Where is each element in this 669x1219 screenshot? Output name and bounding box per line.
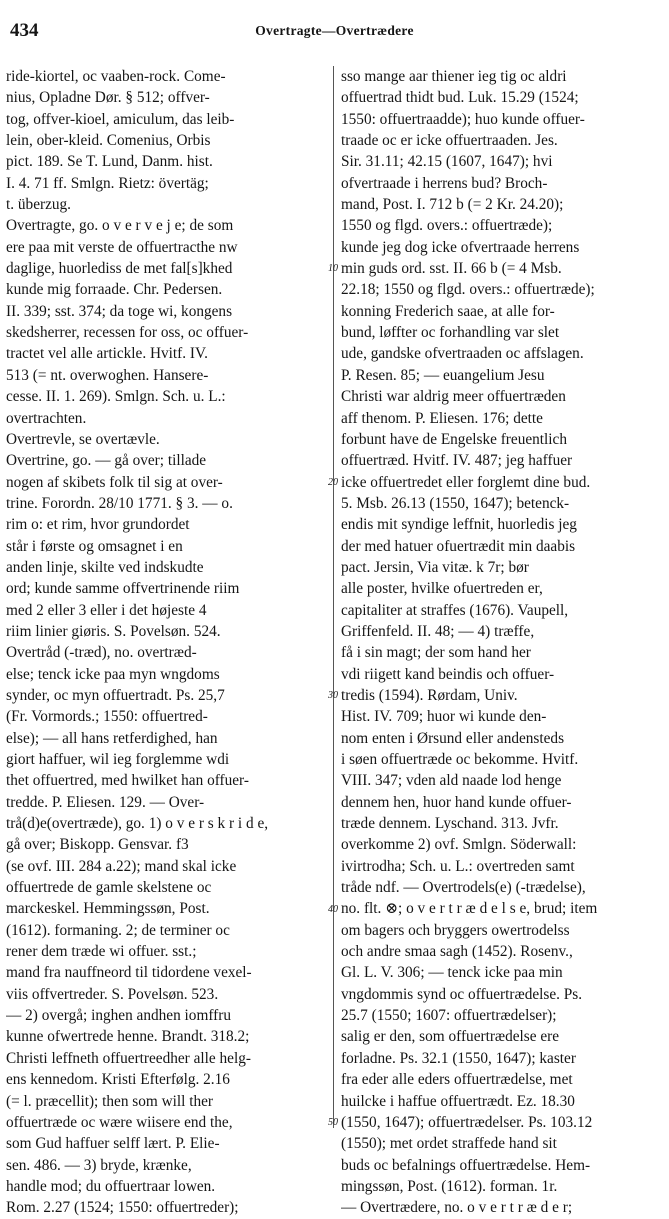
text-line: forladne. Ps. 32.1 (1550, 1647); kaster [341,1049,576,1067]
text-line: der med hatuer ofuertrædit min daabis [341,537,576,555]
line-number: 30 [328,690,338,702]
text-line: (se ovf. III. 284 a.22); mand skal icke [6,857,237,875]
text-line: (1550, 1647); offuertrædelser. Ps. 103.12 [341,1113,593,1131]
text-line: pict. 189. Se T. Lund, Danm. hist. [6,153,213,171]
text-line: kunde jeg dog icke ofvertraade herrens [341,238,580,256]
text-line: ord; kunde samme offvertrinende riim [6,580,240,598]
text-line: Christi war aldrig meer offuertræden [341,388,566,406]
text-line: handle mod; du offuertraar lowen. [6,1177,216,1195]
text-line: offuertræd. Hvitf. IV. 487; jeg haffuer [341,452,573,470]
line-number: 10 [328,263,338,275]
text-line: ere paa mit verste de offuertracthe nw [6,238,238,256]
text-line: tråde ndf. — Overtrodels(e) (-trædelse), [341,879,586,897]
text-line: I. 4. 71 ff. Smlgn. Rietz: övertäg; [6,174,209,192]
running-title: Overtragte—Overtrædere [255,23,414,38]
text-line: offuertrede de gamle skelstene oc [6,879,212,897]
text-line: ivirtrodha; Sch. u. L.: overtreden samt [341,857,575,875]
text-line: Christi leffneth offuertreedher alle helg- [6,1049,251,1067]
text-line: dennem hen, huor hand kunde offuer- [341,793,572,811]
text-line: tredis (1594). Rørdam, Univ. [341,686,518,704]
text-line: icke offuertredet eller forglemt dine bud. [341,473,591,491]
text-line: som Gud haffuer selff lært. P. Elie- [6,1135,220,1153]
text-line: vngdommis synd oc offuertrædelse. Ps. [341,985,583,1003]
text-line: else; tenck icke paa myn wngdoms [6,665,220,683]
text-line: i søen offuertræde oc bekomme. Hvitf. [341,751,579,768]
text-line: Hist. IV. 709; huor wi kunde den- [341,708,547,726]
text-line: mand fra nauffneord til tidordene vexel- [6,964,252,982]
text-line: offuertræde oc wære wiisere end the, [6,1113,233,1131]
text-line: capitaliter at straffes (1676). Vaupell, [341,601,569,619]
text-line: Rom. 2.27 (1524; 1550: offuertreder); [6,1199,239,1217]
left-column [6,66,324,1219]
text-line: (= l. præcellit); then som will ther [6,1092,214,1110]
column-divider [333,66,334,1128]
text-line: riim linier giøris. S. Povelsøn. 524. [6,622,221,640]
text-line: gå over; Biskopp. Gensvar. f3 [6,836,189,854]
text-line: kunde mig forraade. Chr. Pedersen. [6,281,223,299]
text-line: kunne ofwertrede henne. Brandt. 318.2; [6,1028,250,1046]
text-line: giort haffuer, wil ieg forglemme wdi [6,751,230,768]
text-line: få i sin magt; der som hand her [341,644,531,662]
text-line: rim o: et rim, hvor grundordet [6,516,190,534]
text-line: 513 (= nt. overwoghen. Hansere- [6,366,209,384]
right-column [341,66,659,1219]
text-line: tredde. P. Eliesen. 129. — Over- [6,793,205,811]
text-line: overtrachten. [6,409,87,427]
text-line: buds oc befalnings offuertrædelse. Hem- [341,1156,591,1174]
text-line: står i første og omsagnet i en [6,537,183,555]
text-line: endis mit syndige leffnit, huorledis jeg [341,516,577,534]
text-line: Griffenfeld. II. 48; — 4) træffe, [341,622,535,640]
text-line: anden linje, skilte ved indskudte [6,558,204,576]
page-number: 434 [10,20,39,41]
text-line: mand, Post. I. 712 b (= 2 Kr. 24.20); [341,196,564,214]
text-line: ride-kiortel, oc vaaben-rock. Come- [6,68,226,85]
text-line: konning Frederich saae, at alle for- [341,302,555,320]
text-line: offuertrad thidt bud. Luk. 15.29 (1524; [341,89,579,107]
text-line: — Overtrædere, no. o v e r t r æ d e r; [341,1199,573,1217]
text-line: tractet vel alle artickle. Hvitf. IV. [6,345,208,363]
text-line: forbunt have de Engelske freuentlich [341,430,567,448]
text-line: sen. 486. — 3) bryde, krænke, [6,1156,192,1174]
text-line: tog, offver-kioel, amiculum, das leib- [6,110,235,128]
text-line: ens kennedom. Kristi Efterfølg. 2.16 [6,1071,230,1089]
text-line: Overtragte, go. o v e r v e j e; de som [6,217,234,235]
text-line: (Fr. Vormords.; 1550: offuertred- [6,708,208,726]
text-line: else); — all hans retferdighed, han [6,729,218,747]
text-line: ude, gandske ofvertraaden oc affslagen. [341,345,584,363]
text-line: bund, løffter oc forhandling var slet [341,324,560,342]
text-line: VIII. 347; vden ald naade lod henge [341,772,562,790]
text-line: traade oc er icke offuertraaden. Jes. [341,132,558,150]
text-line: nogen af skibets folk til sig at over- [6,473,223,491]
text-line: pact. Jersin, Via vitæ. k 7r; bør [341,558,529,576]
text-line: vdi riigett kand beindis och offuer- [341,665,555,683]
text-line: træde dennem. Lyschand. 313. Jvfr. [341,815,559,833]
text-line: och andre smaa sagh (1452). Rosenv., [341,943,573,961]
text-line: trå(d)e(overtræde), go. 1) o v e r s k r i d e, [6,815,269,833]
text-line: marckeskel. Hemmingssøn, Post. [6,900,210,918]
text-line: sso mange aar thiener ieg tig oc aldri [341,68,567,85]
text-line: rener dem træde wi offuer. sst.; [6,943,197,961]
text-line: cesse. II. 1. 269). Smlgn. Sch. u. L.: [6,388,226,406]
line-number: 20 [328,476,338,488]
line-number: 50 [328,1117,338,1129]
text-line: skedsherrer, recessen for oss, oc offuer- [6,324,249,342]
text-line: 1550 og flgd. overs.: offuertræde); [341,217,553,235]
text-line: t. überzug. [6,196,71,214]
text-line: mingssøn, Post. (1612). forman. 1r. [341,1177,558,1195]
text-line: (1612). formaning. 2; de terminer oc [6,921,230,939]
text-line: nius, Opladne Dør. § 512; offver- [6,89,210,107]
text-line: salig er den, som offuertrædelse ere [341,1028,560,1046]
text-line: synder, oc myn offuertradt. Ps. 25,7 [6,686,225,704]
text-line: overkomme 2) ovf. Smlgn. Söderwall: [341,836,577,854]
text-line: alle poster, hvilke ofuertreden er, [341,580,543,598]
text-line: 22.18; 1550 og flgd. overs.: offuertræde); [341,281,595,299]
text-line: Sir. 31.11; 42.15 (1607, 1647); hvi [341,153,553,171]
text-line: P. Resen. 85; — euangelium Jesu [341,366,545,384]
text-line: — 2) overgå; inghen andhen iomffru [6,1007,232,1025]
text-line: viis offvertreder. S. Povelsøn. 523. [6,985,219,1003]
text-line: Gl. L. V. 306; — tenck icke paa min [341,964,563,982]
text-line: om bagers och bryggers owertrodelss [341,921,570,939]
text-line: no. flt. ⊗; o v e r t r æ d e l s e, brud; item [341,900,598,918]
text-line: trine. Forordn. 28/10 1771. § 3. — o. [6,494,233,512]
text-line: med 2 eller 3 eller i det højeste 4 [6,601,207,619]
text-line: aff thenom. P. Eliesen. 176; dette [341,409,543,427]
text-line: ofvertraade i herrens bud? Broch- [341,174,548,192]
text-line: 25.7 (1550; 1607: offuertrædelser); [341,1007,557,1025]
text-line: Overtråd (-træd), no. overtræd- [6,644,197,662]
text-line: huilcke i haffue offuertrædt. Ez. 18.30 [341,1092,575,1110]
text-line: min guds ord. sst. II. 66 b (= 4 Msb. [341,260,562,278]
text-line: fra eder alle eders offuertrædelse, met [341,1071,573,1089]
text-line: daglige, huorlediss de met fal[s]khed [6,260,233,278]
text-line: nom enten i Ørsund eller andensteds [341,729,565,747]
text-line: 1550: offuertraadde); huo kunde offuer- [341,110,585,128]
text-line: II. 339; sst. 374; da toge wi, kongens [6,302,233,320]
text-line: Overtrevle, se overtævle. [6,430,160,448]
text-line: (1550); met ordet straffede hand sit [341,1135,557,1153]
line-number: 40 [328,903,338,915]
page-header [0,20,669,46]
text-line: Overtrine, go. — gå over; tillade [6,452,207,470]
text-line: 5. Msb. 26.13 (1550, 1647); betenck- [341,494,570,512]
text-line: thet offuertred, med hwilket han offuer- [6,772,249,790]
text-line: lein, ober-kleid. Comenius, Orbis [6,132,211,150]
